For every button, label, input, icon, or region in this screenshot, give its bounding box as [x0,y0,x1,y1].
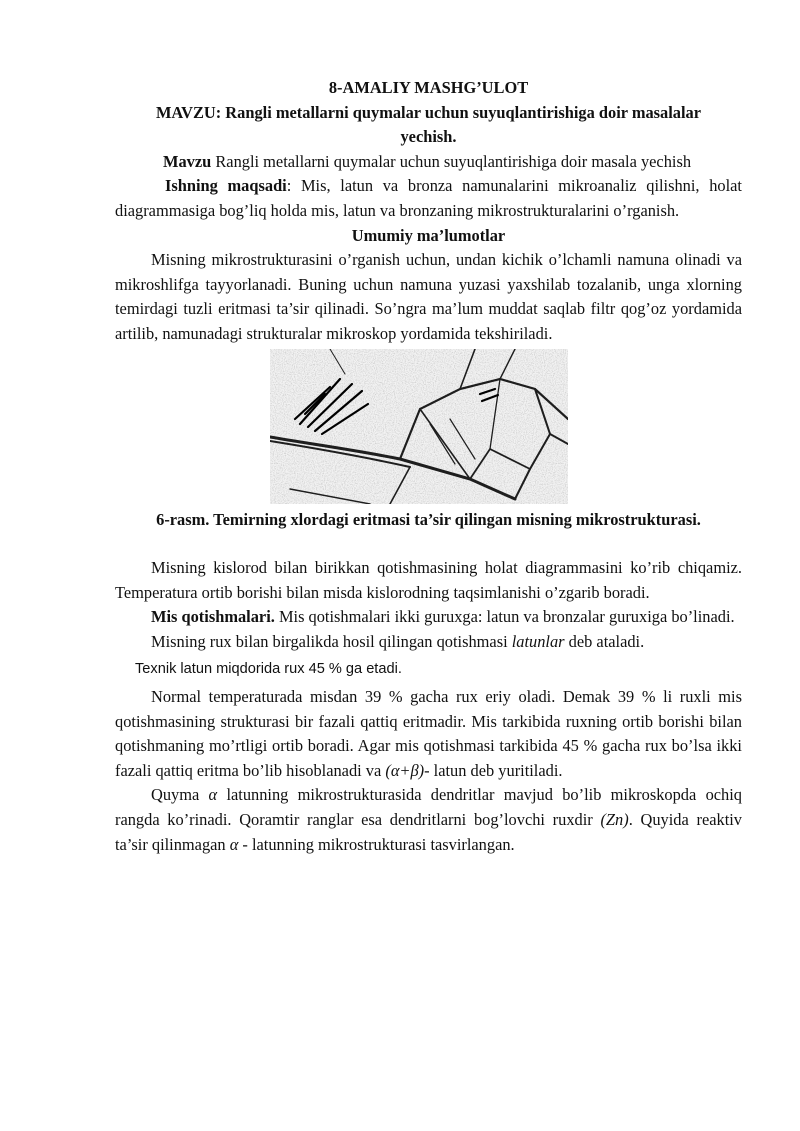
cast-text-2: latunning mikrostrukturasida dendritlar mavjud bo’lib mikroskopda ochiq rangda ko’rinadi. Qoramtir ranglar esa dendritlarni bog’lovchi ruxdir [115,785,742,830]
alpha-symbol-2: α [229,834,239,854]
brass-definition [115,630,742,655]
cast-text-1: Quyma [151,785,209,805]
alloys-label: Mis qotishmalari. [151,607,275,627]
technical-note: Texnik latun miqdorida rux 45 % ga etadi. [135,660,402,677]
micrograph-icon [270,349,568,504]
cast-text-3: . Quyida reaktiv ta’sir qilinmagan [115,810,742,854]
topic-label: Mavzu [163,151,212,171]
document-page [115,76,742,857]
alpha-symbol: α [208,785,218,805]
brass-definition-tail: deb ataladi. [564,631,645,651]
phase-notation: (α+β) [385,760,425,780]
solubility-paragraph [115,685,742,783]
oxygen-paragraph: Misning kislorod bilan birikkan qotishmasining holat diagrammasini ko’rib chiqamiz. Temperatura ortib borishi bilan misda kislorodning taqsimlanishi o’zgarib boradi. [115,558,742,602]
topic-text: Rangli metallarni quymalar uchun suyuqlantirishiga doir masala yechish [211,151,692,171]
topic-paragraph [115,150,742,175]
topic-title: MAVZU: Rangli metallarni quymalar uchun suyuqlantirishiga doir masalalar yechish. [155,102,702,147]
brass-term: latunlar [511,631,565,651]
micrograph-image [270,349,568,504]
solubility-tail: - latun deb yuritiladi. [424,760,563,780]
lesson-title: 8-AMALIY MASHG’ULOT [328,78,529,97]
goal-label: Ishning maqsadi [165,176,287,196]
brass-definition-text: Misning rux bilan birgalikda hosil qilingan qotishmasi [151,631,512,651]
alloys-text: Mis qotishmalari ikki guruxga: latun va bronzalar guruxiga bo’linadi. [274,607,735,627]
solubility-text: Normal temperaturada misdan 39 % gacha rux eriy oladi. Demak 39 % li ruxli mis qotishmasining strukturasi bir fazali qattiq eritmadir. Mis tarkibida ruxning ortib borishi bilan qotishmaning mo’rtligi ortib boradi. Agar mis qotishmasi tarkibida 45 % gacha rux bo’lsa ikki fazali qattiq eritma bo’lib hisoblanadi va [115,687,742,780]
intro-paragraph: Misning mikrostrukturasini o’rganish uchun, undan kichik o’lchamli namuna olinadi va mikroshlifga tayyorlanadi. Buning uchun namuna yuzasi yaxshilab tozalanib, unga xlorning temirdagi tuzli eritmasi ta’sir qilinadi. So’ngra ma’lum muddat saqlab filtr qog’oz yordamida artilib, namunadagi strukturalar mikroskop yordamida tekshiriladi. [115,250,742,343]
goal-paragraph [115,174,742,223]
zinc-symbol: (Zn) [600,810,629,830]
alloys-paragraph [115,605,742,630]
figure-caption: 6-rasm. Temirning xlordagi eritmasi ta’sir qilingan misning mikrostrukturasi. [156,509,701,529]
goal-text: : Mis, latun va bronza namunalarini mikroanaliz qilishni, holat diagrammasiga bog’liq holda mis, latun va bronzaning mikrostrukturalarini o’rganish. [115,176,742,220]
cast-text-4: - latunning mikrostrukturasi tasvirlangan. [238,834,515,854]
cast-brass-paragraph [115,783,742,857]
section-heading: Umumiy ma’lumotlar [351,225,506,245]
